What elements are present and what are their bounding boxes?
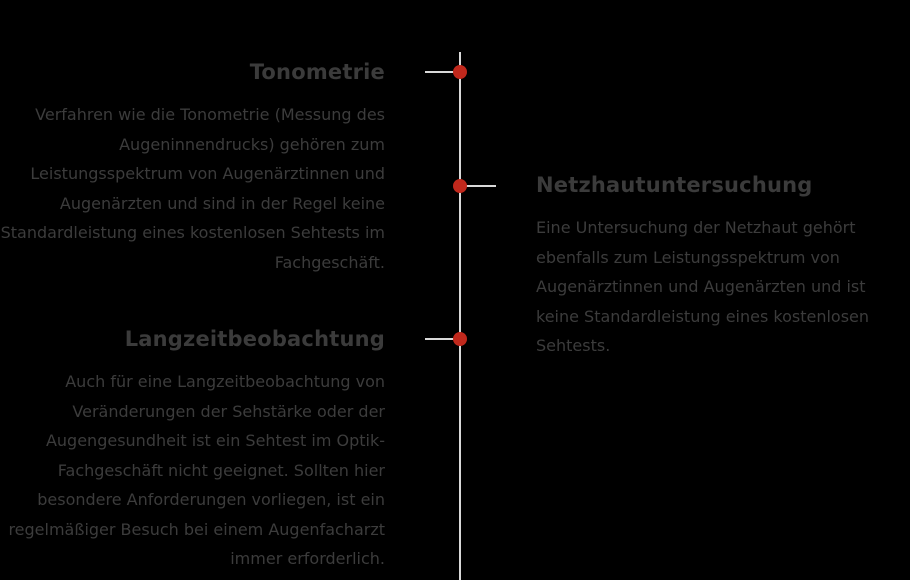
entry-title: Netzhautuntersuchung <box>536 173 813 197</box>
timeline-marker-tonometrie <box>453 65 467 79</box>
timeline-entry-netzhautuntersuchung <box>536 172 896 361</box>
entry-text: Eine Untersuchung der Netzhaut gehört ebenfalls zum Leistungsspektrum von Augenärztinnen und Augenärzten und ist keine Standardleistung eines kostenlosen Sehtests. <box>536 218 870 355</box>
timeline-entry-tonometrie <box>0 59 385 277</box>
entry-title: Tonometrie <box>249 60 385 84</box>
timeline-marker-langzeitbeobachtung <box>453 332 467 346</box>
entry-text: Verfahren wie die Tonometrie (Messung des Augeninnendrucks) gehören zum Leistungsspektrum von Augenärztinnen und Augenärzten und sind in der Regel keine Standardleistung eines kostenlosen Sehtests im Fachgeschäft. <box>0 105 385 272</box>
timeline-entry-langzeitbeobachtung <box>0 326 385 574</box>
entry-text: Auch für eine Langzeitbeobachtung von Veränderungen der Sehstärke oder der Augengesundheit ist ein Sehtest im Optik-Fachgeschäft nicht geeignet. Sollten hier besondere Anforderungen vorliegen, ist ein regelmäßiger Besuch bei einem Augenfacharzt immer erforderlich. <box>8 372 385 568</box>
timeline-marker-netzhautuntersuchung <box>453 179 467 193</box>
timeline-line <box>459 52 461 580</box>
entry-title: Langzeitbeobachtung <box>124 327 385 351</box>
